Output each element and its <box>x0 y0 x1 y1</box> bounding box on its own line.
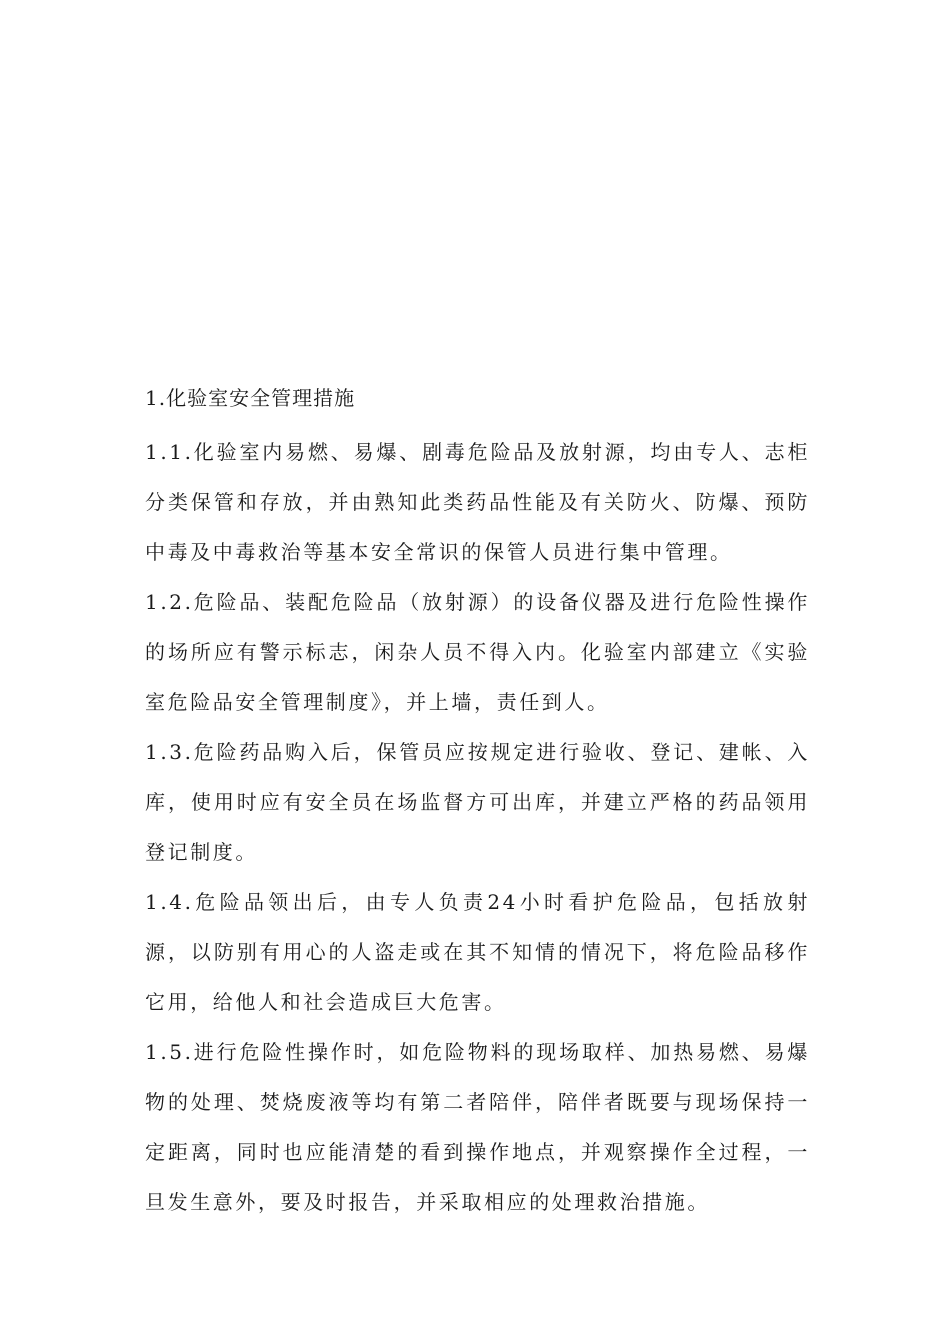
section-heading: 1.化验室安全管理措施 <box>145 386 356 410</box>
document-body <box>145 380 810 1227</box>
paragraph-1-2: 1.2.危险品、装配危险品（放射源）的设备仪器及进行危险性操作的场所应有警示标志，闲杂人员不得入内。化验室内部建立《实验室危险品安全管理制度》，并上墙，责任到人。 <box>145 590 810 714</box>
paragraph-1-3: 1.3.危险药品购入后，保管员应按规定进行验收、登记、建帐、入库，使用时应有安全员在场监督方可出库，并建立严格的药品领用登记制度。 <box>145 740 810 864</box>
paragraph-1-5: 1.5.进行危险性操作时，如危险物料的现场取样、加热易燃、易爆物的处理、焚烧废液等均有第二者陪伴，陪伴者既要与现场保持一定距离，同时也应能清楚的看到操作地点，并观察操作全过程，一旦发生意外，要及时报告，并采取相应的处理救治措施。 <box>145 1040 810 1214</box>
paragraph-1-1: 1.1.化验室内易燃、易爆、剧毒危险品及放射源，均由专人、志柜分类保管和存放，并由熟知此类药品性能及有关防火、防爆、预防中毒及中毒救治等基本安全常识的保管人员进行集中管理。 <box>145 440 810 564</box>
paragraph-1-4: 1.4.危险品领出后，由专人负责24小时看护危险品，包括放射源，以防别有用心的人盗走或在其不知情的情况下，将危险品移作它用，给他人和社会造成巨大危害。 <box>145 890 810 1014</box>
